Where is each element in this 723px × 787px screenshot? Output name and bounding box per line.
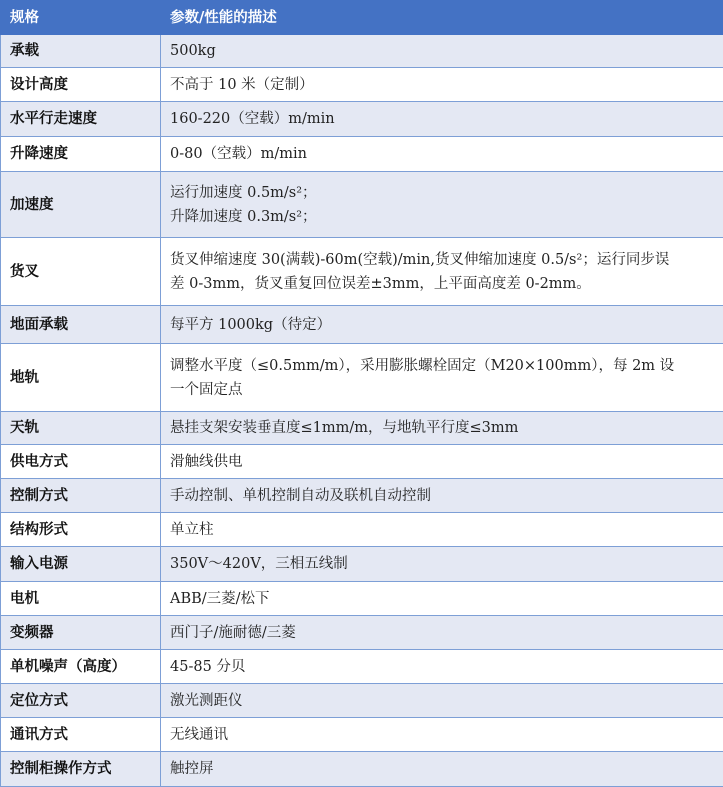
spec-value-line: 升降加速度 0.3m/s²； (170, 208, 317, 225)
spec-value-line: 货叉伸缩速度 30(满载)-60m(空载)/min,货叉伸缩加速度 0.5/s²；运行同步误 (170, 251, 670, 268)
spec-value-line: 运行加速度 0.5m/s²； (170, 184, 317, 201)
spec-value (161, 445, 723, 479)
spec-value (161, 479, 723, 513)
spec-value (161, 684, 723, 718)
table-row (1, 137, 723, 172)
spec-name: 通讯方式 (1, 718, 161, 752)
spec-name: 升降速度 (1, 137, 161, 172)
spec-value-line: 45-85 分贝 (170, 658, 246, 675)
spec-value (161, 412, 723, 445)
spec-name: 设计高度 (1, 68, 161, 102)
spec-value (161, 137, 723, 172)
table-row (1, 513, 723, 547)
table-row (1, 344, 723, 412)
spec-value-line: 无线通讯 (170, 726, 228, 743)
header-spec: 规格 (1, 1, 161, 35)
spec-value (161, 582, 723, 616)
table-row (1, 445, 723, 479)
table-header-row (1, 1, 723, 35)
table-row (1, 547, 723, 582)
spec-name: 水平行走速度 (1, 102, 161, 137)
spec-value-line: 350V～420V，三相五线制 (170, 556, 348, 572)
spec-name: 电机 (1, 582, 161, 616)
spec-name: 输入电源 (1, 547, 161, 582)
spec-value-line: 西门子/施耐德/三菱 (170, 624, 296, 641)
spec-value (161, 344, 723, 412)
spec-name: 变频器 (1, 616, 161, 650)
table-row (1, 616, 723, 650)
spec-value (161, 718, 723, 752)
table-row (1, 582, 723, 616)
table-row (1, 684, 723, 718)
spec-value (161, 68, 723, 102)
spec-value-line: 差 0-3mm，货叉重复回位误差±3mm，上平面高度差 0-2mm。 (170, 275, 591, 292)
spec-name: 结构形式 (1, 513, 161, 547)
spec-value-line: ABB/三菱/松下 (170, 590, 270, 607)
spec-value (161, 238, 723, 306)
spec-value-line: 悬挂支架安装垂直度≤1mm/m，与地轨平行度≤3mm (170, 420, 519, 436)
table-row (1, 238, 723, 306)
table-row (1, 306, 723, 344)
table-row (1, 102, 723, 137)
table-row (1, 172, 723, 238)
spec-value (161, 172, 723, 238)
spec-value-line: 滑触线供电 (170, 453, 243, 470)
table-row (1, 412, 723, 445)
spec-name: 地轨 (1, 344, 161, 412)
table-row (1, 650, 723, 684)
spec-name: 供电方式 (1, 445, 161, 479)
spec-value-line: 触控屏 (170, 761, 214, 777)
table-row (1, 718, 723, 752)
spec-value-line: 每平方 1000kg（待定） (170, 316, 332, 333)
spec-value-line: 调整水平度（≤0.5mm/m），采用膨胀螺栓固定（M20×100mm），每 2m 设 (170, 357, 675, 374)
table-row (1, 752, 723, 787)
spec-value (161, 547, 723, 582)
spec-value-line: 0-80（空载）m/min (170, 146, 307, 162)
table-row (1, 479, 723, 513)
spec-name: 控制柜操作方式 (1, 752, 161, 787)
spec-value-line: 一个固定点 (170, 381, 243, 398)
spec-value (161, 513, 723, 547)
spec-value-line: 160-220（空载）m/min (170, 111, 335, 127)
spec-value-line: 500kg (170, 43, 216, 59)
spec-name: 货叉 (1, 238, 161, 306)
spec-value (161, 650, 723, 684)
table-row (1, 35, 723, 68)
spec-name: 定位方式 (1, 684, 161, 718)
spec-name: 单机噪声（高度） (1, 650, 161, 684)
header-description: 参数/性能的描述 (161, 1, 723, 35)
spec-value-line: 单立柱 (170, 521, 214, 538)
spec-name: 加速度 (1, 172, 161, 238)
spec-value-line: 手动控制、单机控制自动及联机自动控制 (170, 487, 431, 504)
spec-value (161, 102, 723, 137)
spec-value (161, 306, 723, 344)
spec-name: 地面承载 (1, 306, 161, 344)
spec-name: 承载 (1, 35, 161, 68)
spec-value (161, 35, 723, 68)
table-row (1, 68, 723, 102)
spec-value (161, 752, 723, 787)
spec-value-line: 不高于 10 米（定制） (170, 76, 314, 93)
spec-name: 控制方式 (1, 479, 161, 513)
spec-value-line: 激光测距仪 (170, 692, 243, 709)
spec-name: 天轨 (1, 412, 161, 445)
spec-value (161, 616, 723, 650)
